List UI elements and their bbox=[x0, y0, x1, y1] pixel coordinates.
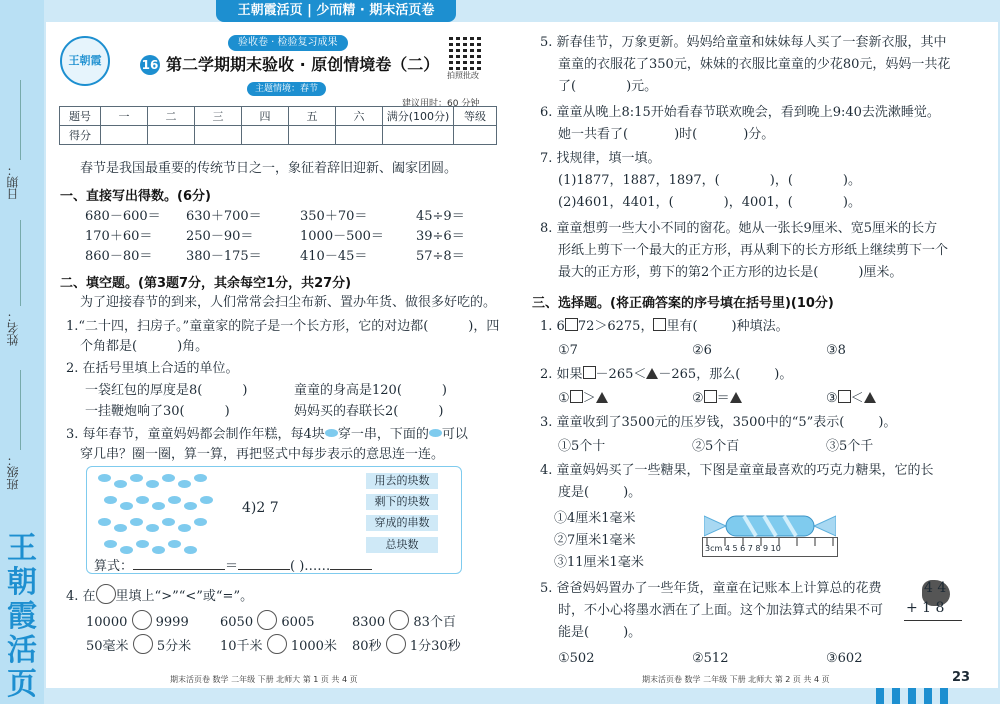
compare-right: 5分米 bbox=[156, 639, 192, 654]
header-cell: 满分(100分) bbox=[383, 107, 454, 126]
ruler-numbers: 3cm 4 5 6 7 8 9 10 bbox=[705, 544, 781, 553]
sub-title-pill: 验收卷 · 检验复习成果 bbox=[228, 35, 348, 51]
box-icon bbox=[653, 318, 666, 331]
label-used[interactable]: 用去的块数 bbox=[366, 473, 438, 489]
score-header-row bbox=[60, 107, 497, 126]
q7b-text: (2)4601，4401，( bbox=[558, 195, 674, 210]
rice-cake-icon[interactable] bbox=[114, 480, 127, 488]
choice-3-option[interactable]: ③5个千 bbox=[826, 439, 874, 454]
triangle-icon bbox=[596, 392, 608, 403]
compare-circle[interactable] bbox=[386, 634, 406, 654]
question-8: 8. 童童想剪一些大小不同的窗花。她从一张长9厘米、宽5厘米的长方 bbox=[540, 221, 938, 236]
rice-cake-icon[interactable] bbox=[136, 540, 149, 548]
score-cell[interactable] bbox=[195, 126, 242, 145]
compare-left: 10千米 bbox=[220, 639, 263, 654]
score-table bbox=[59, 106, 497, 145]
compare-circle[interactable] bbox=[257, 610, 277, 630]
c3-text: 3. 童童收到了3500元的压岁钱，3500中的“5”表示( bbox=[540, 415, 845, 430]
unit-text: 妈妈买的春联长2( bbox=[294, 404, 399, 419]
q6-text-mid: )时( bbox=[674, 127, 698, 142]
choice-1 bbox=[540, 318, 789, 335]
compare-left: 6050 bbox=[220, 615, 254, 630]
score-cell[interactable] bbox=[289, 126, 336, 145]
decorative-bars bbox=[848, 688, 978, 704]
formula-rest: ( )…… bbox=[290, 559, 331, 574]
q7a-text: (1)1877，1887，1897，( bbox=[558, 173, 720, 188]
footer-right: 期末活页卷 数学 二年级 下册 北师大 第 2 页 共 4 页 bbox=[642, 675, 830, 684]
compare-right: 1分30秒 bbox=[409, 639, 461, 654]
rice-cake-icon[interactable] bbox=[178, 480, 191, 488]
header-cell: 三 bbox=[195, 107, 242, 126]
opt-num: ② bbox=[692, 391, 704, 406]
choice-4: 4. 童童妈妈买了一些糖果，下图是童童最喜欢的巧克力糖果，它的长 bbox=[540, 463, 934, 478]
rice-cake-icon[interactable] bbox=[104, 496, 117, 504]
question-3-cont: 穿几串？圈一圈，算一算，再把竖式中每步表示的意思连一连。 bbox=[80, 447, 445, 462]
q8-text: 最大的正方形，剪下的第2个正方形的边长是( bbox=[558, 265, 819, 280]
calc-item: 630＋700＝ bbox=[186, 209, 262, 224]
score-cell[interactable] bbox=[242, 126, 289, 145]
choice-1-option[interactable]: ①7 bbox=[558, 343, 578, 358]
c2-mid2: －265，那么( bbox=[658, 367, 741, 382]
score-cell[interactable] bbox=[336, 126, 383, 145]
question-7-part2 bbox=[558, 194, 861, 211]
unit-close: ) bbox=[441, 383, 447, 398]
class-line bbox=[20, 370, 21, 450]
choice-1-option[interactable]: ②6 bbox=[692, 343, 712, 358]
calc-item: 1000－500＝ bbox=[300, 229, 384, 244]
rice-cake-icon[interactable] bbox=[168, 540, 181, 548]
rice-cake-icon[interactable] bbox=[146, 524, 159, 532]
score-row bbox=[60, 126, 497, 145]
calc-item: 350＋70＝ bbox=[300, 209, 368, 224]
rice-cake-icon[interactable] bbox=[120, 502, 133, 510]
rice-cake-group[interactable] bbox=[98, 474, 218, 570]
unit-text: 一袋红包的厚度是8( bbox=[85, 383, 203, 398]
c2-end: )。 bbox=[774, 367, 793, 382]
score-cell[interactable] bbox=[454, 126, 497, 145]
date-label: 日期： bbox=[6, 164, 20, 200]
question-5-line2: 童童的衣服花了350元，妹妹的衣服比童童的少花80元，妈妈一共花 bbox=[558, 57, 951, 72]
q5-text: 了( bbox=[558, 79, 577, 94]
formula-blank[interactable] bbox=[330, 569, 372, 570]
unit-close: ) bbox=[224, 404, 230, 419]
qr-pattern bbox=[449, 36, 483, 70]
rice-cake-icon bbox=[325, 429, 338, 437]
bar bbox=[940, 688, 948, 704]
page-number: 23 bbox=[952, 670, 971, 685]
footer-left: 期末活页卷 数学 二年级 下册 北师大 第 1 页 共 4 页 bbox=[170, 675, 358, 684]
date-line bbox=[20, 80, 21, 160]
c4-text: 度是( bbox=[558, 485, 590, 500]
choice-4-option[interactable]: ①4厘米1毫米 bbox=[554, 511, 636, 526]
choice-5-option[interactable]: ②512 bbox=[692, 651, 729, 666]
compare-left: 80秒 bbox=[352, 639, 382, 654]
header-cell: 五 bbox=[289, 107, 336, 126]
q7a-end: )。 bbox=[842, 173, 861, 188]
unit-close: ) bbox=[438, 404, 444, 419]
rice-cake-icon[interactable] bbox=[194, 474, 207, 482]
box-icon bbox=[704, 390, 717, 403]
score-cell[interactable] bbox=[383, 126, 454, 145]
question-5-line3 bbox=[558, 78, 657, 95]
rice-cake-icon[interactable] bbox=[162, 474, 175, 482]
triangle-icon bbox=[730, 392, 742, 403]
q8-text-end: )厘米。 bbox=[858, 265, 903, 280]
division-expression: 4)2 7 bbox=[242, 500, 279, 516]
rice-cake-icon[interactable] bbox=[178, 524, 191, 532]
formula-blank[interactable] bbox=[133, 569, 225, 570]
question-3 bbox=[66, 426, 468, 443]
unit-item bbox=[85, 403, 230, 420]
question-5: 5. 新春佳节，万象更新。妈妈给童童和妹妹每人买了一套新衣服，其中 bbox=[540, 35, 947, 50]
choice-4-line2 bbox=[558, 484, 641, 501]
rice-cake-icon[interactable] bbox=[130, 474, 143, 482]
calc-item: 860－80＝ bbox=[85, 249, 153, 264]
triangle-icon bbox=[864, 392, 876, 403]
addition-line bbox=[904, 620, 962, 621]
choice-4-option[interactable]: ③11厘米1毫米 bbox=[554, 555, 644, 570]
compare-circle[interactable] bbox=[133, 634, 153, 654]
calc-item: 170＋60＝ bbox=[85, 229, 153, 244]
rice-cake-icon[interactable] bbox=[152, 502, 165, 510]
label-strings[interactable]: 穿成的串数 bbox=[366, 515, 438, 531]
section-1-title: 一、直接写出得数。(6分) bbox=[60, 189, 211, 204]
class-label: 班级： bbox=[6, 454, 20, 490]
page-title bbox=[140, 52, 439, 75]
rice-cake-icon[interactable] bbox=[98, 474, 111, 482]
choice-2-option[interactable] bbox=[558, 390, 608, 407]
question-8-line3 bbox=[558, 264, 902, 281]
q1-text: 1.“二十四，扫房子。”童童家的院子是一个长方形，它的对边都( bbox=[66, 319, 429, 334]
c3-end: )。 bbox=[878, 415, 897, 430]
unit-item bbox=[294, 403, 443, 420]
unit-text: 一挂鞭炮响了30( bbox=[85, 404, 185, 419]
rice-cake-icon[interactable] bbox=[162, 518, 175, 526]
c5-end: )。 bbox=[623, 625, 642, 640]
c1-end: )种填法。 bbox=[731, 319, 789, 334]
calc-item: 57÷8＝ bbox=[416, 249, 465, 264]
c1-mid2: 里有( bbox=[666, 319, 698, 334]
q5-text-end: )元。 bbox=[626, 79, 658, 94]
box-icon bbox=[565, 318, 578, 331]
c2-text: 2. 如果 bbox=[540, 367, 583, 382]
rice-cake-icon[interactable] bbox=[200, 496, 213, 504]
compare-item bbox=[86, 634, 191, 655]
choice-2-option[interactable] bbox=[692, 390, 742, 407]
calc-item: 39÷6＝ bbox=[416, 229, 465, 244]
c5-text: 能是( bbox=[558, 625, 590, 640]
score-cell[interactable] bbox=[148, 126, 195, 145]
choice-5-line3 bbox=[558, 624, 641, 641]
c2-mid: －265＜ bbox=[595, 367, 647, 382]
rice-cake-icon[interactable] bbox=[136, 496, 149, 504]
header-cell: 四 bbox=[242, 107, 289, 126]
formula-label: 算式： bbox=[94, 559, 134, 574]
unit-text: 童童的身高是120( bbox=[294, 383, 402, 398]
bar bbox=[908, 688, 916, 704]
choice-5-line2: 时，不小心将墨水洒在了上面。这个加法算式的结果不可 bbox=[558, 603, 884, 618]
question-7-part1 bbox=[558, 172, 861, 189]
addend-1: 4 4 bbox=[924, 580, 947, 596]
section-2-intro: 为了迎接春节的到来，人们常常会扫尘布新、置办年货、做很多好吃的。 bbox=[80, 295, 497, 310]
score-row-label: 得分 bbox=[60, 126, 101, 145]
opt-num: ① bbox=[558, 391, 570, 406]
rice-cake-icon[interactable] bbox=[184, 502, 197, 510]
q1-text-end: )，四 bbox=[468, 319, 500, 334]
compare-right: 1000米 bbox=[290, 639, 337, 654]
intro-text: 春节是我国最重要的传统节日之一，象征着辞旧迎新、阖家团圆。 bbox=[80, 161, 458, 176]
left-binding-strip bbox=[0, 0, 44, 704]
question-4 bbox=[66, 584, 253, 605]
header-cell: 六 bbox=[336, 107, 383, 126]
theme-pill: 主题情境：春节 bbox=[247, 82, 326, 96]
rice-cake-icon[interactable] bbox=[130, 518, 143, 526]
q3-text-end: 可以 bbox=[441, 427, 468, 442]
compare-circle[interactable] bbox=[267, 634, 287, 654]
q1b-text: 个角都是( bbox=[80, 339, 138, 354]
calc-item: 45÷9＝ bbox=[416, 209, 465, 224]
bar bbox=[924, 688, 932, 704]
q6-text-end: )分。 bbox=[743, 127, 775, 142]
c1-mid: 72＞6275， bbox=[577, 319, 654, 334]
q3-text: 3. 每年春节，童童妈妈都会制作年糕，每4块 bbox=[66, 427, 325, 442]
question-6-line2 bbox=[558, 126, 774, 143]
question-8-line2: 形纸上剪下一个最大的正方形，再从剩下的长方形纸上继续剪下一个 bbox=[558, 243, 949, 258]
circle-icon bbox=[96, 584, 116, 604]
score-cell[interactable] bbox=[101, 126, 148, 145]
c1-text: 1. 6 bbox=[540, 319, 565, 334]
choice-5: 5. 爸爸妈妈置办了一些年货，童童在记账本上计算总的花费 bbox=[540, 581, 882, 596]
question-1-cont bbox=[80, 338, 208, 355]
name-label: 姓名： bbox=[6, 310, 20, 346]
calc-item: 250－90＝ bbox=[186, 229, 254, 244]
q7b-mid: )，4001，( bbox=[723, 195, 793, 210]
box-icon bbox=[570, 390, 583, 403]
section-3-title: 三、选择题。(将正确答案的序号填在括号里)(10分) bbox=[532, 296, 834, 311]
choice-3-option[interactable]: ②5个百 bbox=[692, 439, 740, 454]
calc-item: 380－175＝ bbox=[186, 249, 262, 264]
choice-2-option[interactable] bbox=[826, 390, 876, 407]
formula-blank[interactable] bbox=[238, 569, 290, 570]
ruler bbox=[702, 537, 838, 557]
rice-cake-icon bbox=[429, 429, 442, 437]
box-icon bbox=[583, 366, 596, 379]
compare-left: 50毫米 bbox=[86, 639, 129, 654]
formula-line bbox=[94, 558, 372, 575]
q1b-text-end: )角。 bbox=[177, 339, 209, 354]
rice-cake-icon[interactable] bbox=[184, 546, 197, 554]
header-cell: 题号 bbox=[60, 107, 101, 126]
rice-cake-icon[interactable] bbox=[194, 518, 207, 526]
brand-vertical: 王朝霞活页 bbox=[7, 531, 37, 702]
c4-end: )。 bbox=[623, 485, 642, 500]
suggested-time: 建议用时：60 分钟 bbox=[402, 99, 480, 109]
question-1 bbox=[66, 318, 499, 335]
compare-left: 10000 bbox=[86, 615, 128, 630]
rice-cake-icon[interactable] bbox=[146, 480, 159, 488]
compare-circle[interactable] bbox=[389, 610, 409, 630]
name-line bbox=[20, 220, 21, 306]
q4-text: 4. 在 bbox=[66, 589, 96, 604]
question-7: 7. 找规律，填一填。 bbox=[540, 151, 661, 166]
unit-close: ) bbox=[242, 383, 248, 398]
compare-item bbox=[352, 610, 456, 631]
rice-cake-icon[interactable] bbox=[98, 518, 111, 526]
compare-item bbox=[220, 610, 314, 631]
unit-item bbox=[85, 382, 247, 399]
choice-5-option[interactable]: ①502 bbox=[558, 651, 595, 666]
compare-right: 9999 bbox=[155, 615, 189, 630]
title-text: 第二学期期末验收 · 原创情境卷（二） bbox=[166, 55, 440, 74]
rice-cake-icon[interactable] bbox=[104, 540, 117, 548]
question-2: 2. 在括号里填上合适的单位。 bbox=[66, 361, 239, 376]
addend-2: + 1 8 bbox=[906, 600, 945, 616]
bar bbox=[876, 688, 884, 704]
q4-text-end: 里填上“>”“<”或“=”。 bbox=[115, 589, 254, 604]
calc-item: 680－600＝ bbox=[85, 209, 161, 224]
calc-item: 410－45＝ bbox=[300, 249, 368, 264]
qr-caption: 拍照批改 bbox=[447, 71, 479, 80]
label-total[interactable]: 总块数 bbox=[366, 537, 438, 553]
opt-num: ③ bbox=[826, 391, 838, 406]
q7b-end: )。 bbox=[842, 195, 861, 210]
candy-icon bbox=[704, 512, 836, 540]
rice-cake-icon[interactable] bbox=[168, 496, 181, 504]
compare-right: 83个百 bbox=[413, 615, 456, 630]
rice-cake-icon[interactable] bbox=[152, 546, 165, 554]
unit-item bbox=[294, 382, 447, 399]
brand-bar: 王朝霞活页 | 少而精 · 期末活页卷 bbox=[216, 0, 456, 22]
choice-4-option[interactable]: ②7厘米1毫米 bbox=[554, 533, 636, 548]
compare-left: 8300 bbox=[352, 615, 386, 630]
triangle-icon bbox=[646, 368, 658, 379]
q7a-mid: )，( bbox=[769, 173, 793, 188]
header-cell: 二 bbox=[148, 107, 195, 126]
rice-cake-icon[interactable] bbox=[120, 546, 133, 554]
header-cell: 等级 bbox=[454, 107, 497, 126]
compare-item bbox=[86, 610, 189, 631]
choice-2 bbox=[540, 366, 792, 383]
box-icon bbox=[838, 390, 851, 403]
label-remaining[interactable]: 剩下的块数 bbox=[366, 494, 438, 510]
choice-3 bbox=[540, 414, 896, 431]
section-2-title: 二、填空题。(第3题7分，其余每空1分，共27分) bbox=[60, 276, 352, 291]
compare-right: 6005 bbox=[281, 615, 315, 630]
choice-3-option[interactable]: ①5个十 bbox=[558, 439, 606, 454]
header-cell: 一 bbox=[101, 107, 148, 126]
formula-equals: ＝ bbox=[225, 559, 239, 574]
choice-5-option[interactable]: ③602 bbox=[826, 651, 863, 666]
question-6: 6. 童童从晚上8:15开始看春节联欢晚会，看到晚上9:40去洗漱睡觉。 bbox=[540, 105, 940, 120]
compare-item bbox=[352, 634, 461, 655]
paper-number: 16 bbox=[140, 55, 160, 75]
opt-sign: ＞ bbox=[582, 391, 596, 406]
compare-circle[interactable] bbox=[132, 610, 152, 630]
choice-1-option[interactable]: ③8 bbox=[826, 343, 846, 358]
opt-sign: ＝ bbox=[716, 391, 730, 406]
compare-item bbox=[220, 634, 337, 655]
q6-text: 她一共看了( bbox=[558, 127, 629, 142]
brand-logo: 王朝霞 bbox=[60, 36, 110, 86]
opt-sign: ＜ bbox=[850, 391, 864, 406]
bar bbox=[892, 688, 900, 704]
rice-cake-icon[interactable] bbox=[114, 524, 127, 532]
q3-text-mid: 穿一串，下面的 bbox=[337, 427, 429, 442]
